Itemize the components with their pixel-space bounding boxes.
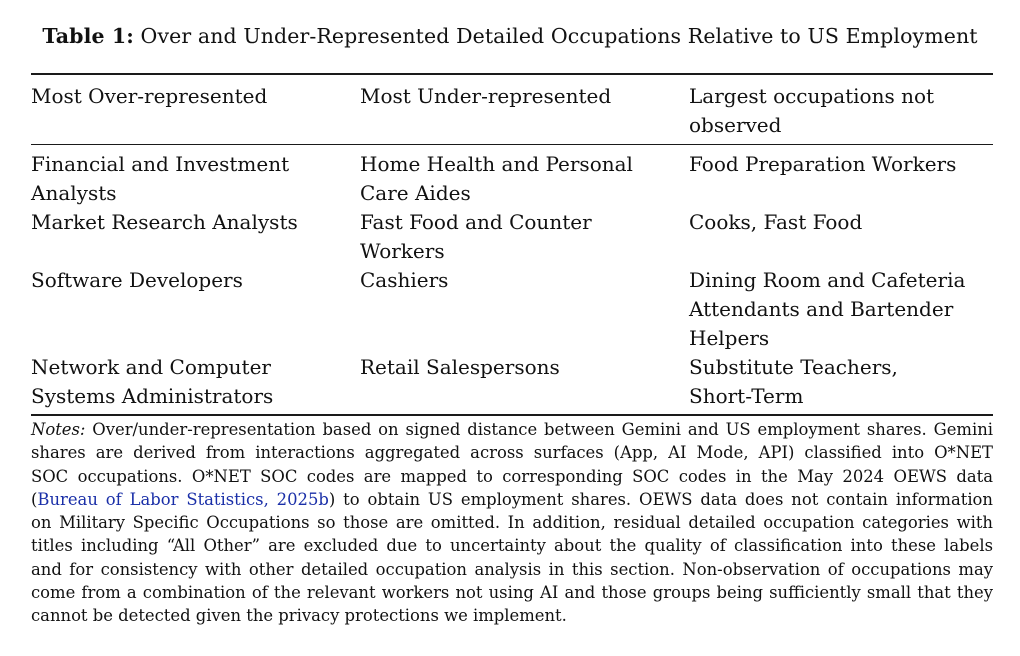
bottom-rule	[31, 414, 993, 416]
notes-line: Notes: Over/under-representation based on signed distance between Gemini and US employment shares. Gemini	[31, 420, 993, 439]
table-notes	[31, 418, 993, 628]
notes-line: and for consistency with other detailed occupation analysis in this section. Non-observation of occupations may	[31, 559, 993, 579]
table-cell: Retail Salespersons	[360, 355, 560, 379]
notes-line: come from a combination of the relevant workers not using AI and those groups being sufficiently small that they	[31, 583, 993, 603]
top-rule	[31, 73, 993, 75]
table-cell: Fast Food and Counter Workers	[360, 210, 592, 263]
notes-line: on Military Specific Occupations so those are omitted. In addition, residual detailed occupation categories with	[31, 513, 993, 533]
notes-line: SOC occupations. O*NET SOC codes are mapped to corresponding SOC codes in the May 2024 OEWS data	[31, 466, 993, 486]
table-cell: Home Health and Personal Care Aides	[360, 152, 633, 205]
notes-label: Notes:	[31, 420, 86, 439]
header-under-represented: Most Under-represented	[360, 84, 612, 108]
table-caption	[0, 24, 1020, 48]
header-not-observed: Largest occupations not observed	[689, 84, 935, 137]
table-cell: Software Developers	[31, 268, 243, 292]
table-cell: Cashiers	[360, 268, 449, 292]
notes-line: shares are derived from interactions aggregated across surfaces (App, AI Mode, API) classified into O*NET	[31, 443, 993, 463]
table-cell: Financial and Investment Analysts	[31, 152, 290, 205]
table-cell: Dining Room and Cafeteria Attendants and Bartender Helpers	[689, 268, 966, 350]
notes-line: titles including “All Other” are excluded due to uncertainty about the quality of classification into these labels	[31, 536, 993, 556]
notes-line: cannot be detected given the privacy protections we implement.	[31, 606, 567, 626]
table-cell: Substitute Teachers, Short-Term	[689, 355, 898, 408]
header-rule	[31, 144, 993, 145]
notes-line: (Bureau of Labor Statistics, 2025b) to obtain US employment shares. OEWS data does not contain information	[31, 489, 993, 509]
table-cell: Network and Computer Systems Administrators	[31, 355, 274, 408]
header-over-represented: Most Over-represented	[31, 84, 268, 108]
caption-label: Table 1:	[42, 24, 134, 48]
table-cell: Market Research Analysts	[31, 210, 298, 234]
table-cell: Cooks, Fast Food	[689, 210, 863, 234]
citation-link[interactable]: Bureau of Labor Statistics, 2025b	[37, 489, 329, 509]
table-cell: Food Preparation Workers	[689, 152, 957, 176]
caption-text: Over and Under-Represented Detailed Occupations Relative to US Employment	[140, 24, 978, 48]
